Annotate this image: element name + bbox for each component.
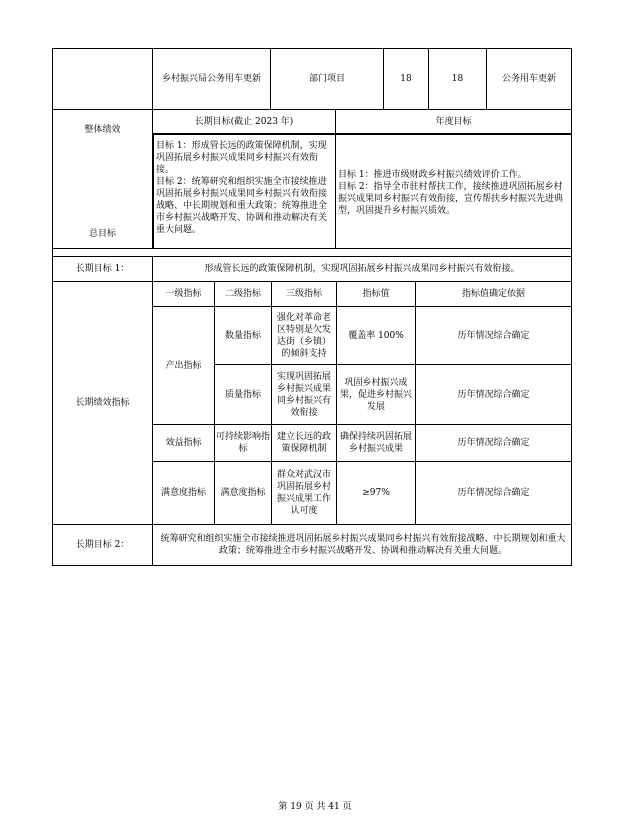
overall-performance-label: 整体绩效 [84, 125, 121, 135]
table-row-level3: 强化对革命老区特别是欠发达街（乡镇）的倾斜支持 [276, 312, 331, 359]
table-row-level3: 建立长远的政策保障机制 [276, 432, 331, 454]
annual-goal-header: 年度目标 [435, 116, 472, 127]
header-level3: 三级指标 [285, 289, 322, 299]
indicators-section-label: 长期绩效指标 [75, 398, 130, 408]
table-row-value: ≥97% [362, 488, 390, 498]
table-row-level3: 实现巩固拓展乡村振兴成果同乡村振兴有效衔接 [276, 371, 331, 418]
table-row-level2: 满意度指标 [220, 488, 266, 498]
project-value-b: 18 [451, 74, 464, 84]
goal1-label: 长期目标 1： [75, 264, 130, 274]
goal2-text: 统筹研究和组织实施全市接续推进巩固拓展乡村振兴成果同乡村振兴有效衔接战略、中长期规划和重大政策；统筹推进全市乡村振兴战略开发、协调和推动解决有关重大问题。 [160, 534, 566, 556]
table-row-value: 巩固乡村振兴成果，促进乡村振兴发展 [339, 377, 412, 412]
table-row-value: 覆盖率 100% [348, 330, 404, 341]
table-row-basis: 历年情况综合确定 [457, 488, 530, 498]
level1-output: 产出指标 [165, 360, 202, 371]
page-number: 第 19 页 共 41 页 [278, 802, 352, 812]
table-row-level2: 数量指标 [224, 330, 261, 341]
project-type: 部门项目 [308, 74, 345, 84]
project-value-a: 18 [400, 74, 412, 84]
level1-satisfaction: 满意度指标 [160, 488, 206, 498]
table-row-basis: 历年情况综合确定 [457, 330, 530, 341]
table-row-level2: 可持续影响指标 [216, 432, 271, 454]
table-row-level3: 群众对武汉市巩固拓展乡村振兴成果工作认可度 [276, 470, 331, 516]
table-row-basis: 历年情况综合确定 [457, 389, 530, 400]
header-level2: 二级指标 [224, 289, 261, 299]
project-content: 公务用车更新 [501, 74, 556, 84]
level1-benefit: 效益指标 [165, 438, 202, 448]
table-row-level2: 质量指标 [224, 389, 261, 400]
long-term-goal-text: 目标 1：形成管长远的政策保障机制，实现巩固拓展乡村振兴成果同乡村振兴有效衔接。 目标 2：统筹研究和组织实施全市接续推进巩固拓展乡村振兴成果同乡村振兴有效衔接战略、中长期规划和重大政策；统筹推进全市乡村振兴战略开发、协调和推动解决有关重大问题。 [156, 141, 328, 235]
header-level1: 一级指标 [165, 289, 202, 299]
goal1-text: 形成管长远的政策保障机制，实现巩固拓展乡村振兴成果同乡村振兴有效衔接。 [204, 264, 520, 274]
overall-goal-label: 总目标 [88, 229, 116, 239]
long-term-goal-header: 长期目标(截止 2023 年) [194, 116, 294, 127]
table-row-value: 确保持续巩固拓展乡村振兴成果 [339, 432, 412, 454]
header-basis: 指标值确定依据 [461, 289, 525, 299]
annual-goal-text: 目标 1：推进市级财政乡村振兴绩效评价工作。 目标 2：指导全市驻村帮扶工作，接续推进巩固拓展乡村振兴成果同乡村振兴有效衔接，宣传帮扶乡村振兴先进典型，巩固提升乡村振兴质效。 [338, 170, 564, 216]
goal2-label: 长期目标 2： [75, 540, 130, 550]
table-row-basis: 历年情况综合确定 [457, 438, 530, 448]
project-name: 乡村振兴局公务用车更新 [161, 74, 261, 84]
header-value: 指标值 [362, 289, 390, 299]
